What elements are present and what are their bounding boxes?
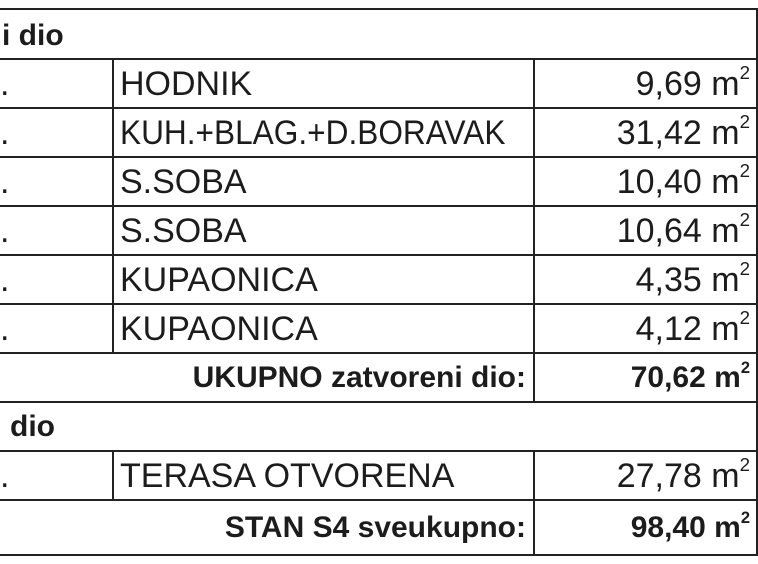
subtotal-label: UKUPNO zatvoreni dio:	[192, 361, 526, 394]
room-name: HODNIK	[120, 65, 253, 103]
row-prefix: .	[0, 65, 10, 103]
room-area: 10,40 $m^2$	[616, 160, 750, 201]
section-title: i dio	[2, 19, 64, 52]
row-prefix: .	[0, 457, 10, 495]
room-name: TERASA OTVORENA	[120, 457, 455, 495]
row-prefix: .	[0, 261, 10, 299]
room-name: S.SOBA	[120, 163, 247, 201]
column-divider	[533, 352, 535, 401]
column-divider	[112, 58, 114, 352]
row-prefix: .	[0, 163, 10, 201]
table-border-top	[0, 8, 758, 10]
room-area: 31,42 $m^2$	[616, 111, 750, 152]
table-border-bottom	[0, 554, 758, 556]
room-area: 9,69 $m^2$	[635, 62, 750, 103]
room-area: 27,78 $m^2$	[616, 454, 750, 495]
column-divider	[112, 450, 114, 499]
subtotal-area: 70,62 $m^2$	[630, 358, 750, 394]
row-prefix: .	[0, 212, 10, 250]
row-prefix: .	[0, 310, 10, 348]
total-area: 98,40 $m^2$	[630, 508, 750, 544]
room-name: KUPAONICA	[120, 310, 318, 348]
section-title: dio	[10, 410, 55, 443]
room-area: 4,35 $m^2$	[635, 258, 750, 299]
room-area: 4,12 $m^2$	[635, 307, 750, 348]
room-name: KUH.+BLAG.+D.BORAVAK	[120, 114, 506, 152]
row-prefix: .	[0, 114, 10, 152]
column-divider	[533, 58, 535, 352]
room-name: S.SOBA	[120, 212, 247, 250]
room-area: 10,64 $m^2$	[616, 209, 750, 250]
column-divider	[533, 450, 535, 554]
total-label: STAN S4 sveukupno:	[224, 511, 526, 544]
room-name: KUPAONICA	[120, 261, 318, 299]
